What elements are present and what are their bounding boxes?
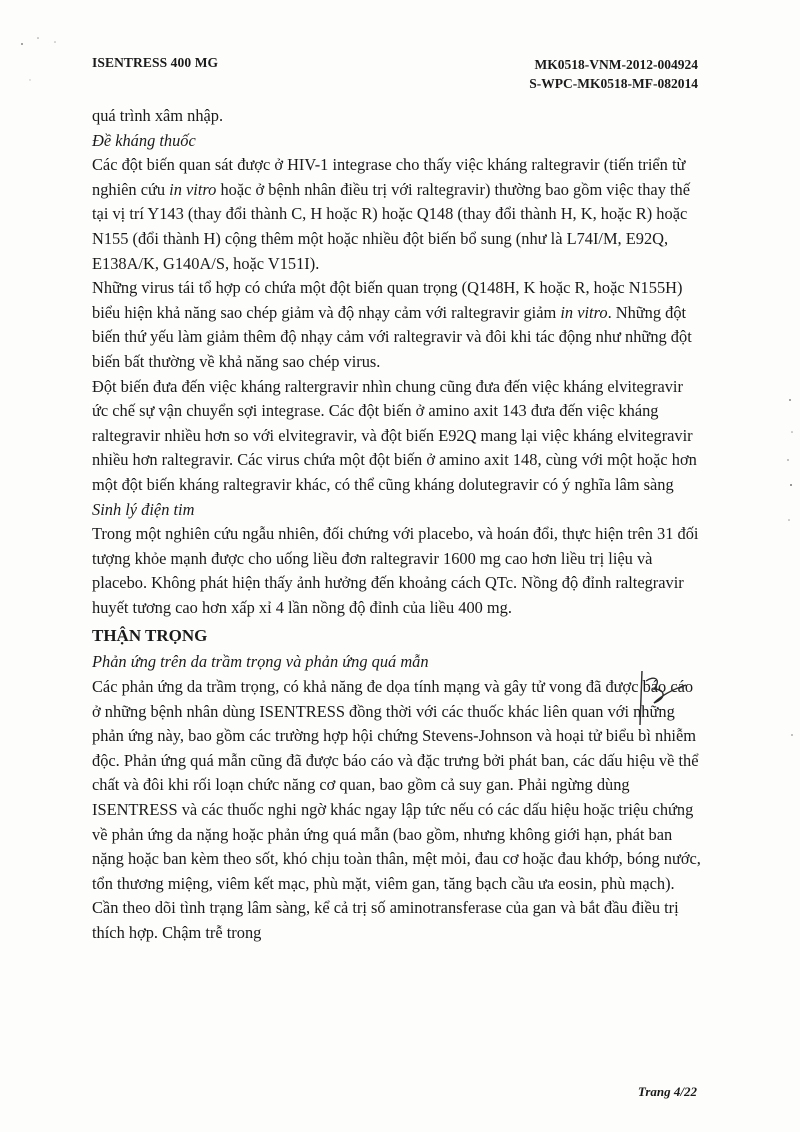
section-heading-precautions: THẬN TRỌNG: [92, 626, 208, 646]
subheading-cardiac-electrophysiology: Sinh lý điện tim: [92, 499, 195, 519]
paragraph-cardiac: Trong một nghiên cứu ngẫu nhiên, đối chứng với placebo, và hoán đổi, thực hiện trên 31 đối tượng khỏe mạnh được cho uống liều đơn raltegravir 1600 mg cao hơn liều trị liệu và placebo. Không phát hiện thấy ảnh hưởng đến khoảng cách QTc. Nồng độ đỉnh raltegravir huyết tương cao hơn xấp xỉ 4 lần nồng độ đỉnh của liều 400 mg.: [92, 524, 699, 617]
text-run: Những virus tái tổ hợp có chứa một đột biến quan trọng (Q148H, K hoặc R, hoặc N155H) biểu hiện khả năng sao chép giảm và độ nhạy cảm với raltegravir giảm: [92, 278, 683, 322]
handwritten-initials: [624, 667, 694, 729]
page-number: Trang 4/22: [637, 1084, 697, 1099]
subheading-skin-reactions: Phản ứng trên da trầm trọng và phản ứng quá mẫn: [92, 652, 429, 672]
paragraph-resistance-1: [92, 153, 702, 276]
text-run-italic: in vitro: [560, 302, 608, 322]
text-run: hoặc ở bệnh nhân điều trị với raltegravir) thường bao gồm việc thay thế tại vị trí Y143 (thay đổi thành C, H hoặc R) hoặc Q148 (thay đổi thành H, K, hoặc R) hoặc N155 (đổi thành H) cộng thêm một hoặc nhiều đột biến bổ sung (như là L74I/M, E92Q, E138A/K, G140A/S, hoặc V151I).: [92, 179, 691, 273]
paragraph-skin-reactions: Các phản ứng da trầm trọng, có khả năng đe dọa tính mạng và gây tử vong đã được báo cáo ở những bệnh nhân dùng ISENTRESS đồng thời với các thuốc khác liên quan với những phản ứng này, bao gồm các trường hợp hội chứng Stevens-Johnson và hoại tử biểu bì nhiễm độc. Phản ứng quá mẫn cũng đã được báo cáo và đặc trưng bởi phát ban, các dấu hiệu về thể chất và đôi khi rối loạn chức năng cơ quan, bao gồm cả suy gan. Phải ngừng dùng ISENTRESS và các thuốc nghi ngờ khác ngay lập tức nếu có các dấu hiệu hoặc triệu chứng về phản ứng da nặng hoặc phản ứng quá mẫn (bao gồm, nhưng không giới hạn, phát ban nặng hoặc ban kèm theo sốt, khó chịu toàn thân, mệt mỏi, đau cơ hoặc đau khớp, bóng nước, tổn thương miệng, viêm kết mạc, phù mặt, viêm gan, tăng bạch cầu ưa eosin, phù mạch). Cần theo dõi tình trạng lâm sàng, kể cả trị số aminotransferase của gan và bắt đầu điều trị thích hợp. Chậm trễ trong: [92, 677, 701, 942]
document-codes: [529, 55, 698, 93]
doc-code-2: S-WPC-MK0518-MF-082014: [529, 76, 698, 91]
paragraph-resistance-2: [92, 276, 702, 374]
text-run: Các đột biến quan sát được ở HIV-1 integrase cho thấy việc kháng raltegravir (tiến triển từ nghiên cứu: [92, 155, 686, 199]
paragraph-continuation: quá trình xâm nhập.: [92, 106, 224, 125]
product-name: ISENTRESS 400 MG: [92, 55, 219, 70]
text-run: . Những đột biến thứ yếu làm giảm thêm độ nhạy cảm với raltegravir và đôi khi tác động như những đột biến bất thường về khả năng sao chép virus.: [92, 302, 692, 371]
doc-code-1: MK0518-VNM-2012-004924: [534, 57, 698, 72]
text-run-italic: in vitro: [169, 179, 217, 199]
document-body: [92, 104, 702, 946]
subheading-resistance: Đề kháng thuốc: [92, 130, 196, 150]
paragraph-resistance-3: Đột biến đưa đến việc kháng raltergravir nhìn chung cũng đưa đến việc kháng elvitegravir ức chế sự vận chuyển sợi integrase. Các đột biến ở amino axit 143 đưa đến việc kháng raltegravir nhiều hơn so với elvitegravir, và đột biến E92Q mang lại việc kháng elvitegravir nhiều hơn raltegravir. Các virus chứa một đột biến ở amino axit 148, cùng với một hoặc hơn một đột biến kháng raltegravir khác, có thể cũng kháng dolutegravir có ý nghĩa lâm sàng: [92, 376, 697, 494]
